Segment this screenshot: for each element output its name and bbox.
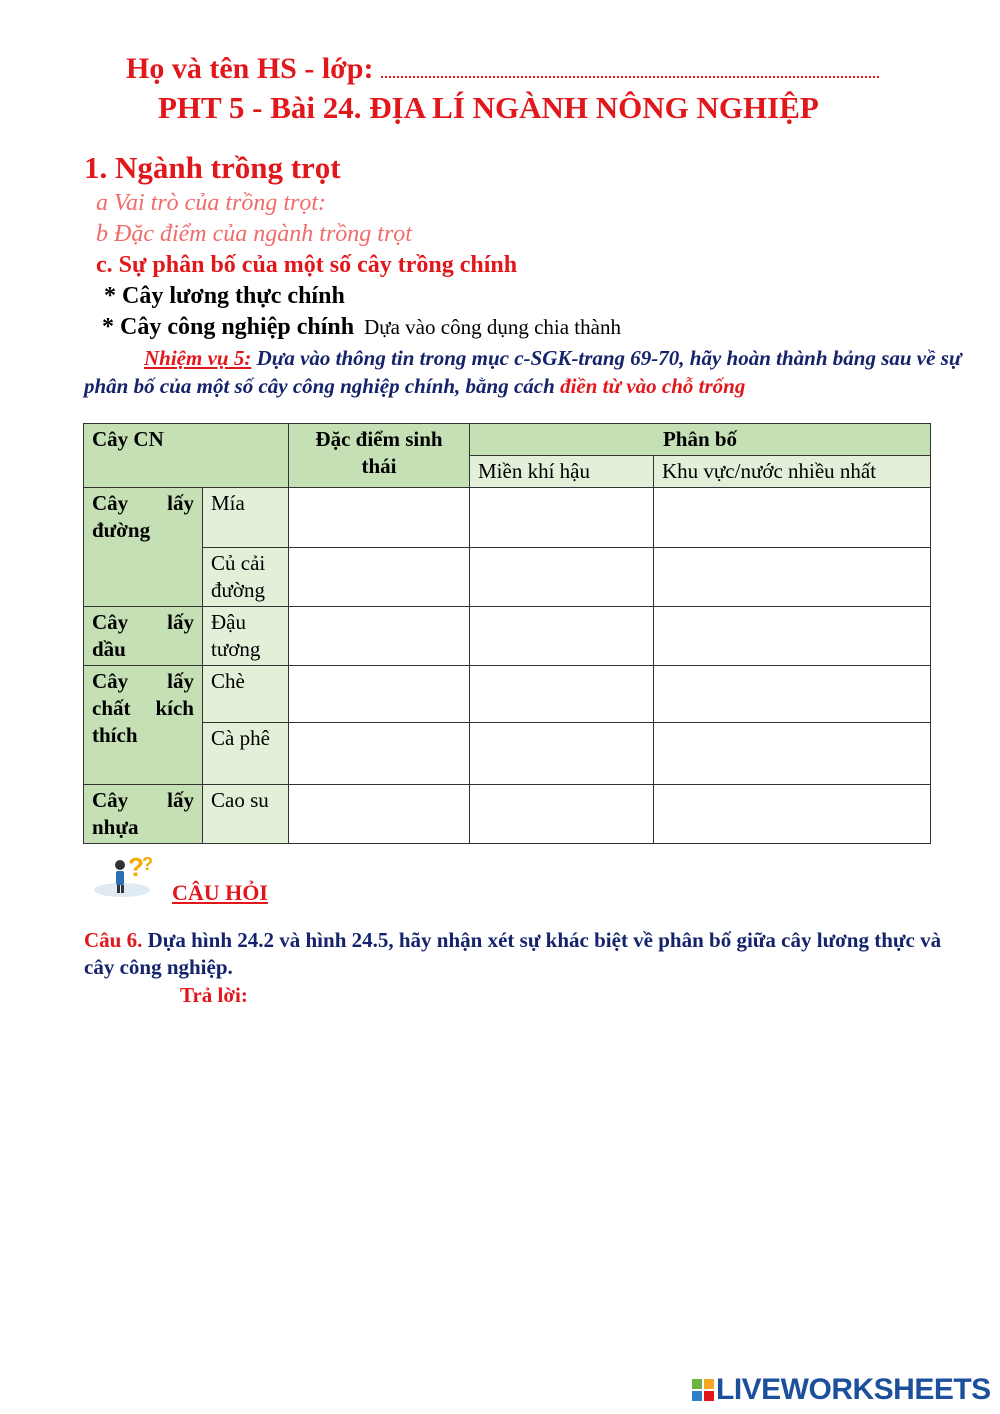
header-crop: Cây CN — [84, 424, 289, 488]
answer-cell[interactable] — [470, 548, 654, 607]
answer-cell[interactable] — [654, 488, 931, 548]
question-6 — [84, 927, 964, 981]
group-sugar: Cây lấy đường — [84, 488, 203, 607]
answer-cell[interactable] — [470, 723, 654, 785]
question-person-icon — [92, 850, 162, 898]
subheading-c: c. Sự phân bố của một số cây trồng chính — [96, 252, 518, 278]
answer-cell[interactable] — [654, 548, 931, 607]
task-fill-text: điền từ vào chỗ trống — [560, 374, 746, 398]
crop-sugarcane: Mía — [203, 488, 289, 548]
logo-mark-icon — [692, 1379, 714, 1401]
crop-coffee: Cà phê — [203, 723, 289, 785]
header-region: Khu vực/nước nhiều nhất — [654, 456, 931, 488]
answer-cell[interactable] — [289, 488, 470, 548]
industrial-crops-note: Dựa vào công dụng chia thành — [364, 315, 621, 339]
answer-cell[interactable] — [289, 548, 470, 607]
liveworksheets-logo — [692, 1373, 991, 1407]
crop-tea: Chè — [203, 666, 289, 723]
industrial-crops-heading: * Cây công nghiệp chính — [102, 314, 355, 340]
logo-text: LIVEWORKSHEETS — [716, 1373, 991, 1406]
crop-rubber: Cao su — [203, 785, 289, 844]
answer-cell[interactable] — [289, 607, 470, 666]
header-distribution: Phân bố — [470, 424, 931, 456]
svg-text:?: ? — [128, 852, 144, 882]
answer-cell[interactable] — [654, 607, 931, 666]
answer-cell[interactable] — [470, 607, 654, 666]
questions-heading: CÂU HỎI — [172, 880, 268, 905]
svg-text:?: ? — [142, 854, 153, 874]
subheading-a: a Vai trò của trồng trọt: — [96, 190, 327, 216]
answer-cell[interactable] — [289, 785, 470, 844]
food-crops-heading: * Cây lương thực chính — [104, 283, 345, 309]
student-name-line — [126, 52, 879, 86]
industrial-crops-line — [102, 314, 621, 341]
task-instruction — [84, 344, 964, 400]
question-6-text: Dựa hình 24.2 và hình 24.5, hãy nhận xét sự khác biệt về phân bố giữa cây lương thực và cây công nghiệp. — [84, 928, 942, 979]
task-text: Dựa vào thông tin trong mục c-SGK-trang 69-70, hãy hoàn thành bảng sau về sự phân bố của một số cây công nghiệp chính, bằng cách — [84, 346, 962, 398]
group-stimulant: Cây lấy chất kích thích — [84, 666, 203, 785]
answer-cell[interactable] — [470, 488, 654, 548]
answer-label: Trả lời: — [180, 983, 248, 1007]
answer-cell[interactable] — [470, 785, 654, 844]
question-6-label: Câu 6. — [84, 928, 143, 952]
section-heading: 1. Ngành trồng trọt — [84, 150, 341, 185]
student-name-field[interactable] — [381, 60, 879, 78]
subheading-b: b Đặc điểm của ngành trồng trọt — [96, 221, 412, 247]
crop-sugar-beet: Củ cải đường — [203, 548, 289, 607]
group-oil: Cây lấy dầu — [84, 607, 203, 666]
header-climate: Miền khí hậu — [470, 456, 654, 488]
crop-distribution-table — [83, 423, 931, 844]
crop-soybean: Đậu tương — [203, 607, 289, 666]
answer-cell[interactable] — [289, 723, 470, 785]
task-label: Nhiệm vụ 5: — [144, 346, 252, 370]
header-ecology: Đặc điểm sinh thái — [289, 424, 470, 488]
worksheet-title: PHT 5 - Bài 24. ĐỊA LÍ NGÀNH NÔNG NGHIỆP — [158, 90, 819, 125]
student-name-label: Họ và tên HS - lớp: — [126, 52, 374, 85]
answer-cell[interactable] — [470, 666, 654, 723]
answer-cell[interactable] — [654, 666, 931, 723]
answer-cell[interactable] — [654, 723, 931, 785]
answer-cell[interactable] — [654, 785, 931, 844]
answer-cell[interactable] — [289, 666, 470, 723]
group-latex: Cây lấy nhựa — [84, 785, 203, 844]
